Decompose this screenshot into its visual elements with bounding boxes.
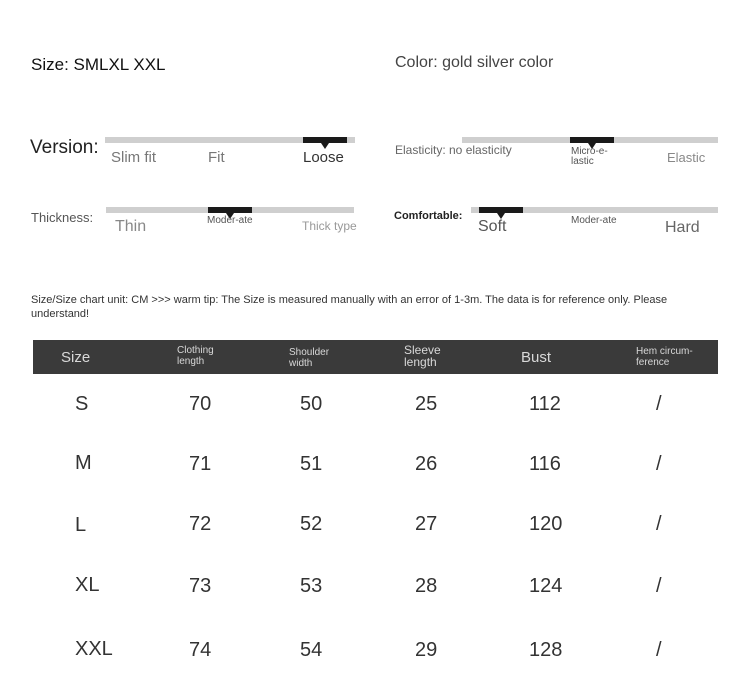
comfortable-title: Comfortable: [394,210,463,222]
cell-hem: / [656,639,662,661]
cell-shoulder-width: 52 [300,513,323,535]
thickness-option-thin: Thin [115,218,147,235]
version-option-slim-fit: Slim fit [111,149,156,166]
cell-clothing-length: 74 [189,639,212,661]
header-hem-circumference: Hem circum-ference [636,346,693,368]
cell-hem: / [656,453,662,475]
cell-shoulder-width: 54 [300,639,323,661]
cell-hem: / [656,575,662,597]
cell-bust: 112 [529,393,561,415]
size-line: Size: SMLXL XXL [31,55,166,74]
thickness-option-thick-type: Thick type [302,219,357,233]
version-title: Version: [30,137,99,158]
cell-bust: 116 [529,453,561,475]
cell-size: S [75,393,89,415]
cell-size: L [75,514,87,536]
elasticity-title: Elasticity: no elasticity [395,143,512,157]
cell-sleeve-length: 25 [415,393,438,415]
header-clothing-length: Clothing length [177,345,214,367]
table-header [33,340,718,374]
elasticity-option-elastic: Elastic [667,150,706,165]
cell-sleeve-length: 27 [415,513,438,535]
cell-bust: 128 [529,639,563,661]
header-shoulder-width: Shoulder width [289,347,330,369]
cell-size: XXL [75,638,113,660]
cell-bust: 120 [529,513,563,535]
cell-shoulder-width: 51 [300,453,323,475]
cell-clothing-length: 71 [189,453,212,475]
cell-hem: / [656,513,662,535]
header-size: Size [61,349,91,366]
cell-hem: / [656,393,662,415]
cell-clothing-length: 73 [189,575,212,597]
cell-clothing-length: 70 [189,393,212,415]
version-option-fit: Fit [208,149,225,166]
comfortable-option-hard: Hard [665,219,700,236]
cell-size: M [75,452,92,474]
thickness-title: Thickness: [31,210,94,225]
cell-shoulder-width: 50 [300,393,323,415]
comfortable-option-soft: Soft [478,218,507,235]
cell-shoulder-width: 53 [300,575,323,597]
cell-bust: 124 [529,575,563,597]
size-chart-note: Size/Size chart unit: CM >>> warm tip: The Size is measured manually with an error of 1-3m. The data is for reference only. Please understand! [31,294,668,320]
cell-sleeve-length: 28 [415,575,438,597]
elasticity-option-micro-elastic: Micro-e-lastic [571,146,608,167]
version-option-loose: Loose [303,149,344,166]
cell-sleeve-length: 26 [415,453,438,475]
cell-size: XL [75,574,100,596]
cell-sleeve-length: 29 [415,639,438,661]
cell-clothing-length: 72 [189,513,212,535]
thickness-option-moderate: Moder-ate [207,215,253,226]
header-sleeve-length: Sleeve length [404,343,441,369]
comfortable-option-moderate: Moder-ate [571,215,617,226]
header-bust: Bust [521,349,552,366]
color-line: Color: gold silver color [395,54,554,71]
